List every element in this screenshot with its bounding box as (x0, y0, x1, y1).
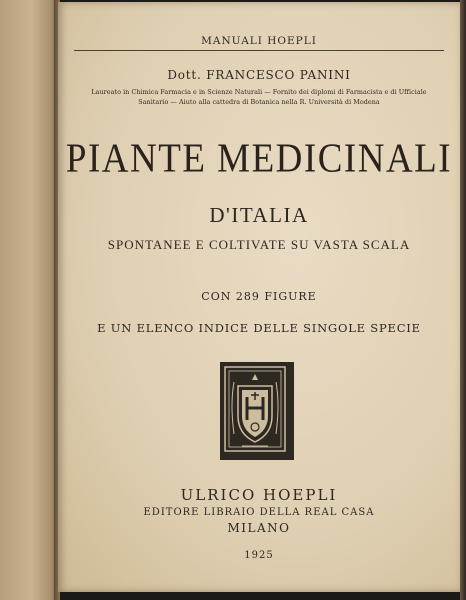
book-title: PIANTE MEDICINALI (65, 135, 453, 182)
page-stack-edge (460, 0, 466, 600)
author-name: Dott. FRANCESCO PANINI (167, 68, 351, 82)
publisher-title: EDITORE LIBRAIO DELLA REAL CASA (143, 507, 375, 518)
publication-city: MILANO (227, 521, 291, 535)
publisher-emblem-icon (220, 362, 294, 460)
title-page (58, 2, 460, 592)
previous-page-edge (0, 0, 58, 600)
author-credentials-line-1: Laureato in Chimica Farmacia e in Scienze Naturali — Fornito dei diplomi di Farmacista e di Ufficiale (91, 88, 427, 96)
publication-year: 1925 (244, 550, 274, 561)
book-subtitle: D'ITALIA (209, 203, 309, 227)
header-rule (74, 50, 444, 51)
figure-count: CON 289 FIGURE (201, 290, 317, 303)
book-subtitle-detail: SPONTANEE E COLTIVATE SU VASTA SCALA (107, 237, 411, 252)
publisher-name: ULRICO HOEPLI (180, 486, 338, 504)
author-credentials-line-2: Sanitario — Aiuto alla cattedra di Botanica nella R. Università di Modena (138, 98, 380, 106)
index-description: E UN ELENCO INDICE DELLE SINGOLE SPECIE (97, 321, 421, 335)
series-name: MANUALI HOEPLI (201, 35, 317, 47)
